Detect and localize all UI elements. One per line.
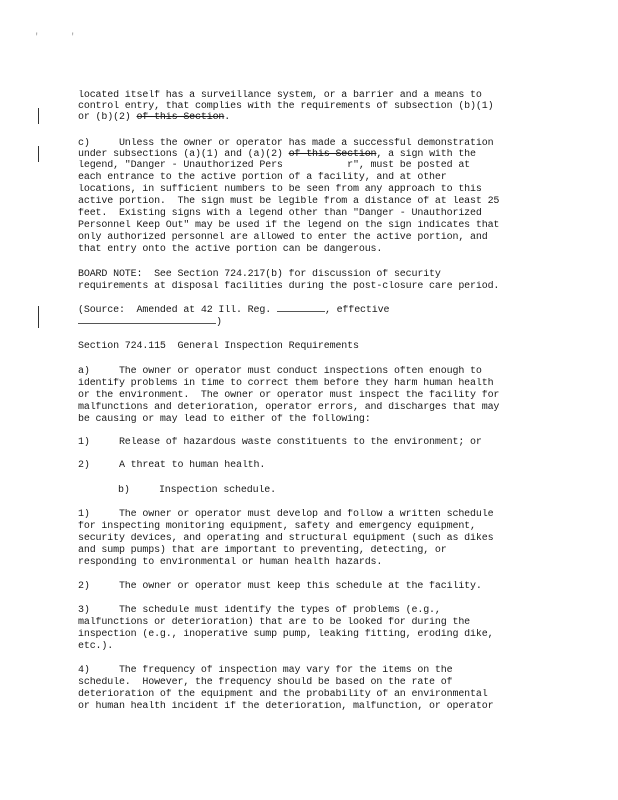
list-item: 2) A threat to human health. — [78, 460, 266, 471]
text-line: active portion. The sign must be legible from a distance of at least 25 — [78, 196, 500, 207]
text-line: or human health incident if the deterioration, malfunction, or operator — [78, 701, 494, 712]
text-line: for inspecting monitoring equipment, safety and emergency equipment, — [78, 521, 476, 532]
text-span: ) — [216, 317, 222, 328]
scan-speck: ' — [34, 32, 40, 42]
text-line: that entry onto the active portion can be dangerous. — [78, 244, 383, 255]
text-line — [78, 112, 548, 123]
revision-bar — [38, 108, 39, 124]
text-line: security devices, and operating and structural equipment (such as dikes — [78, 533, 494, 544]
source-note — [78, 305, 548, 316]
blank-line — [78, 323, 216, 324]
revision-bar — [38, 306, 39, 328]
text-line: c) Unless the owner or operator has made a successful demonstration — [78, 138, 494, 149]
text-line: schedule. However, the frequency should be based on the rate of — [78, 677, 453, 688]
text-line: feet. Existing signs with a legend other than "Danger - Unauthorized — [78, 208, 482, 219]
text-line: each entrance to the active portion of a facility, and at other — [78, 172, 447, 183]
blank-line — [277, 311, 325, 312]
text-line: legend, "Danger - Unauthorized Pers r", must be posted at — [78, 160, 471, 171]
text-line: inspection (e.g., inoperative sump pump, leaking fitting, eroding dike, — [78, 629, 494, 640]
revision-bar — [38, 146, 39, 162]
board-note-line: requirements at disposal facilities during the post-closure care period. — [78, 281, 500, 292]
text-line: responding to environmental or human health hazards. — [78, 557, 383, 568]
text-line: identify problems in time to correct them before they harm human health — [78, 378, 494, 389]
list-item: 1) Release of hazardous waste constituents to the environment; or — [78, 437, 482, 448]
list-item: 2) The owner or operator must keep this schedule at the facility. — [78, 581, 482, 592]
text-line: malfunctions or deterioration) that are to be looked for during the — [78, 617, 471, 628]
text-line: 3) The schedule must identify the types of problems (e.g., — [78, 605, 441, 616]
text-line: only authorized personnel are allowed to enter the active portion, and — [78, 232, 488, 243]
scan-speck: ' — [70, 32, 76, 42]
text-span: , a sign with the — [376, 149, 476, 160]
text-span: under subsections (a)(1) and (a)(2) — [78, 149, 289, 160]
text-line: 1) The owner or operator must develop and follow a written schedule — [78, 509, 494, 520]
text-line: Personnel Keep Out" may be used if the legend on the sign indicates that — [78, 220, 500, 231]
struck-text: of this Section — [136, 112, 225, 123]
text-line: etc.). — [78, 641, 114, 652]
text-span: (Source: Amended at 42 Ill. Reg. — [78, 305, 277, 316]
text-line: be causing or may lead to either of the following: — [78, 414, 371, 425]
text-line — [78, 149, 548, 160]
struck-text: of this Section — [288, 149, 377, 160]
text-line: malfunctions and deterioration, operator errors, and discharges that may — [78, 402, 500, 413]
text-line: locations, in sufficient numbers to be seen from any approach to this — [78, 184, 482, 195]
section-heading: Section 724.115 General Inspection Requirements — [78, 341, 359, 352]
board-note-line: BOARD NOTE: See Section 724.217(b) for discussion of security — [78, 269, 441, 280]
text-line: control entry, that complies with the requirements of subsection (b)(1) — [78, 101, 494, 112]
text-line: a) The owner or operator must conduct inspections often enough to — [78, 366, 482, 377]
text-line: or the environment. The owner or operator must inspect the facility for — [78, 390, 500, 401]
text-line: and sump pumps) that are important to preventing, detecting, or — [78, 545, 447, 556]
text-line: deterioration of the equipment and the probability of an environmental — [78, 689, 488, 700]
text-line: 4) The frequency of inspection may vary for the items on the — [78, 665, 453, 676]
text-span: , effective — [324, 305, 390, 316]
subsection-heading: b) Inspection schedule. — [118, 485, 276, 496]
text-span: or (b)(2) — [78, 112, 137, 123]
source-note — [78, 317, 548, 328]
text-line: located itself has a surveillance system, or a barrier and a means to — [78, 90, 482, 101]
text-span: . — [224, 112, 231, 123]
